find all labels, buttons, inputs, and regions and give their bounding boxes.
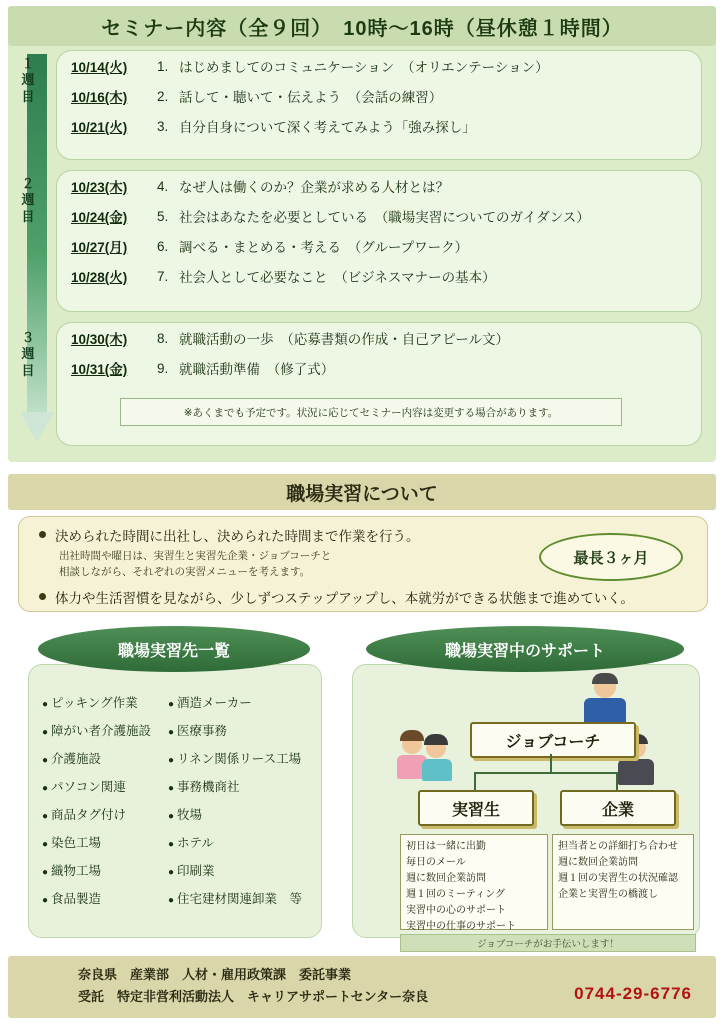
placement-column-2 [168,690,318,914]
table-row [57,201,701,231]
list-item: 週に数回企業訪問 [406,873,486,884]
list-item: ● 牧場 [168,802,318,830]
session-text: 社会人として必要なこと （ビジネスマナーの基本） [179,270,496,285]
session-text: 就職活動の一歩 （応募書類の作成・自己アピール文） [179,332,509,347]
table-row [57,81,701,111]
max-duration-badge: 最長３ヶ月 [539,533,683,581]
list-item: 週１回のミーティング [406,889,505,900]
trainee-node: 実習生 [418,790,534,826]
session-number: 7. [157,268,169,284]
session-date: 10/30(木) [71,332,128,347]
list-item: ● ピッキング作業 [42,690,162,718]
placement-column-1 [42,690,162,914]
list-item: ● 印刷業 [168,858,318,886]
connector-horizontal [474,772,618,774]
session-text: なぜ人は働くのか？企業が求める人材とは？ [179,180,449,195]
list-item: ● 染色工場 [42,830,162,858]
training-subtext-1: 出社時間や曜日は、実習生と実習先企業・ジョブコーチと [59,550,332,562]
session-number: 8. [157,330,169,346]
session-number: 4. [157,178,169,194]
session-number: 2. [157,88,169,104]
training-subtext-2: 相談しながら、それぞれの実習メニューを考えます。 [59,565,311,578]
table-row [57,111,701,141]
session-text: 就職活動準備 （修了式） [179,362,335,377]
session-text: はじめましてのコミュニケーション （オリエンテーション） [179,60,549,75]
session-number: 5. [157,208,169,224]
list-item: 週に数回企業訪問 [558,857,638,868]
session-text: 自分自身について深く考えてみよう「強み探し」 [179,120,476,135]
training-bullet-2: 体力や生活習慣を見ながら、少しずつステップアップし、本就労ができる状態まで進めていく。 [33,587,707,607]
table-row [57,323,701,353]
session-number: 6. [157,238,169,254]
list-item: 担当者との詳細打ち合わせ [558,841,678,852]
table-row [57,231,701,261]
week-1-block [56,50,702,160]
list-item: ● 介護施設 [42,746,162,774]
placement-list-heading: 職場実習先一覧 [38,626,310,672]
training-title: 職場実習について [8,474,716,510]
jobcoach-help-bar: ジョブコーチがお手伝いします！ [400,934,696,952]
trainee-support-details [400,834,548,930]
session-date: 10/27(月) [71,240,128,255]
list-item: ● 事務機商社 [168,774,318,802]
company-support-details [552,834,694,930]
seminar-note: ※あくまでも予定です。状況に応じてセミナー内容は変更する場合があります。 [120,398,622,426]
list-item: ● リネン関係リース工場 [168,746,318,774]
training-bullet-1: 決められた時間に出社し、決められた時間まで作業を行う。 [33,525,707,545]
session-text: 社会はあなたを必要としている （職場実習についてのガイダンス） [179,210,590,225]
footer [8,956,716,1018]
session-date: 10/23(木) [71,180,128,195]
list-item: ● 織物工場 [42,858,162,886]
list-item: ● ホテル [168,830,318,858]
session-text: 話して・聴いて・伝えよう （会話の練習） [179,90,443,105]
week-label-3: ３ 週 目 [21,330,35,378]
list-item: 初日は一緒に出勤 [406,841,486,852]
timeline-arrow [24,54,50,444]
session-date: 10/31(金) [71,362,128,377]
list-item: ● 食品製造 [42,886,162,914]
table-row [57,171,701,201]
list-item: ● 障がい者介護施設 [42,718,162,746]
seminar-title: セミナー内容（全９回） 10時〜16時（昼休憩１時間） [8,6,716,46]
list-item: 週１回の実習生の状況確認 [558,873,678,884]
list-item: 実習中の仕事のサポート [406,921,516,932]
list-item: 企業と実習生の橋渡し [558,889,658,900]
session-text: 調べる・まとめる・考える （グループワーク） [179,240,469,255]
footer-phone-number: 0744-29-6776 [574,984,692,1003]
session-date: 10/28(火) [71,270,128,285]
session-date: 10/16(木) [71,90,128,105]
training-box [18,516,708,612]
session-date: 10/14(火) [71,60,128,75]
connector-right [616,772,618,790]
week-3-block [56,322,702,446]
week-2-block [56,170,702,312]
week-label-1: １ 週 目 [21,56,35,104]
list-item: 毎日のメール [406,857,466,868]
table-row [57,353,701,383]
table-row [57,261,701,291]
list-item: ● 商品タグ付け [42,802,162,830]
session-number: 1. [157,58,169,74]
list-item: ● 酒造メーカー [168,690,318,718]
connector-vertical [550,754,552,772]
list-item: ● パソコン関連 [42,774,162,802]
support-heading: 職場実習中のサポート [366,626,684,672]
week-label-2: ２ 週 目 [21,176,35,224]
footer-line-1: 奈良県 産業部 人材・雇用政策課 委託事業 [78,967,352,982]
footer-line-2: 受託 特定非営利活動法人 キャリアサポートセンター奈良 [78,989,429,1004]
session-number: 3. [157,118,169,134]
list-item: 実習中の心のサポート [406,905,506,916]
arrow-head-icon [20,412,54,442]
company-node: 企業 [560,790,676,826]
list-item: ● 医療事務 [168,718,318,746]
session-number: 9. [157,360,169,376]
table-row [57,51,701,81]
connector-left [474,772,476,790]
list-item: ● 住宅建材関連卸業 等 [168,886,318,914]
session-date: 10/21(火) [71,120,128,135]
jobcoach-node: ジョブコーチ [470,722,636,758]
session-date: 10/24(金) [71,210,128,225]
